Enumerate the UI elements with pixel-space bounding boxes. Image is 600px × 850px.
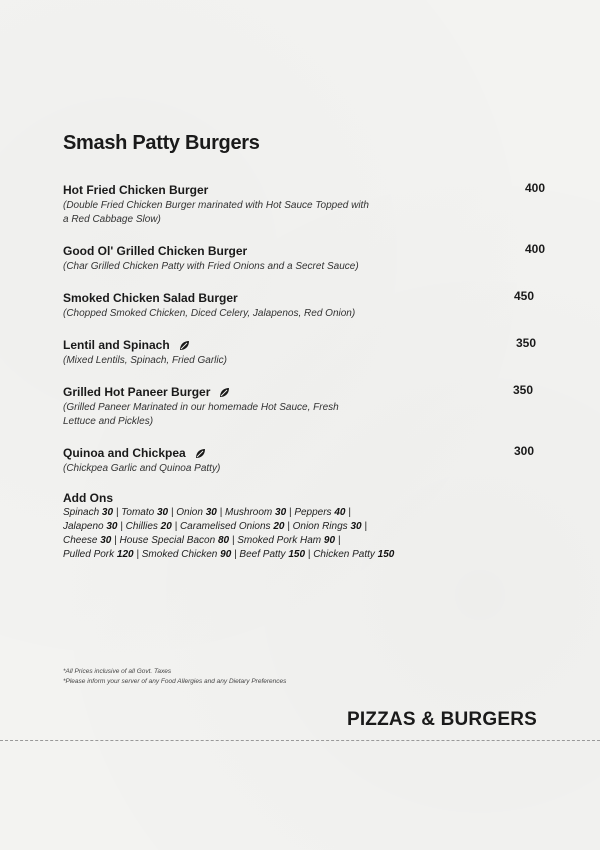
addon-price: 150 xyxy=(377,549,395,560)
addon-price: 30 xyxy=(100,535,112,546)
addon-item xyxy=(121,507,168,518)
menu-item xyxy=(63,289,539,321)
addon-price: 30 xyxy=(350,521,362,532)
addon-name: Peppers xyxy=(294,507,332,518)
addon-name: Smoked Pork Ham xyxy=(237,535,322,546)
addon-name: Mushroom xyxy=(225,507,273,518)
menu-brand-title: PIZZAS & BURGERS xyxy=(346,709,537,730)
addon-name: Tomato xyxy=(121,507,155,518)
addon-price: 80 xyxy=(217,535,230,546)
addon-price: 90 xyxy=(220,549,232,560)
addon-name: Onion Rings xyxy=(292,521,348,532)
addon-price: 30 xyxy=(205,507,217,518)
dashed-divider xyxy=(0,740,600,741)
menu-item-description: (Chickpea Garlic and Quinoa Patty) xyxy=(63,463,221,474)
addon-price: 30 xyxy=(101,507,114,518)
addon-price: 30 xyxy=(106,521,118,532)
addon-name: House Special Bacon xyxy=(119,535,216,546)
menu-items xyxy=(63,181,546,491)
menu-item-name xyxy=(63,183,208,198)
menu-item-price: 350 xyxy=(513,383,534,397)
addons-section xyxy=(63,491,403,562)
addon-item xyxy=(176,507,217,518)
addon-price: 20 xyxy=(273,521,285,532)
addon-item xyxy=(63,521,118,532)
footnote: *Please inform your server of any Food Allergies and any Dietary Preferences xyxy=(63,678,287,685)
footnote: *All Prices inclusive of all Govt. Taxes xyxy=(63,668,172,675)
menu-item-price: 400 xyxy=(525,242,546,256)
addon-name: Beef Patty xyxy=(239,549,286,560)
leaf-icon xyxy=(178,340,190,352)
addon-item xyxy=(294,507,345,518)
menu-item-price: 350 xyxy=(516,336,537,350)
leaf-icon xyxy=(218,387,230,399)
menu-item-name-text: Smoked Chicken Salad Burger xyxy=(63,291,238,305)
addon-name: Spinach xyxy=(63,507,100,518)
addon-item xyxy=(63,549,134,560)
addon-item xyxy=(63,535,111,546)
menu-item-name-text: Lentil and Spinach xyxy=(63,338,170,352)
addon-item xyxy=(120,535,230,546)
addon-item xyxy=(225,507,286,518)
menu-item-description: (Char Grilled Chicken Patty with Fried Onions and a Secret Sauce) xyxy=(63,261,359,272)
menu-item-name xyxy=(63,385,230,400)
addon-price: 90 xyxy=(323,535,336,546)
addon-price: 120 xyxy=(116,549,134,560)
addon-item xyxy=(126,521,172,532)
addon-item xyxy=(142,549,232,560)
addons-list: Spinach 30 | Tomato 30 | Onion 30 | Mushroom 30 | Peppers 40 | Jalapeno 30 | Chillies 20 | Caramelised Onions 20 | Onion Rings 30 | Cheese 30 | House Special Bacon 80 | Smoked Pork Ham 90 | Pulled Pork 120 | Smoked Chicken 90 | Beef Patty 150 | Chicken Patty 150 xyxy=(63,507,395,560)
menu-item xyxy=(63,383,539,429)
addon-item xyxy=(180,521,285,532)
addon-price: 40 xyxy=(334,507,346,518)
addon-name: Smoked Chicken xyxy=(141,549,218,560)
addon-item xyxy=(313,549,394,560)
addon-name: Pulled Pork xyxy=(63,549,115,560)
addon-name: Caramelised Onions xyxy=(179,521,271,532)
addon-name: Jalapeno xyxy=(63,521,104,532)
menu-item-name xyxy=(63,291,238,306)
menu-item xyxy=(63,242,546,274)
addon-item xyxy=(63,507,113,518)
menu-item-name xyxy=(63,446,206,461)
addon-price: 30 xyxy=(156,507,169,518)
menu-item xyxy=(63,181,546,227)
menu-item-description: (Mixed Lentils, Spinach, Fried Garlic) xyxy=(63,355,227,366)
menu-item-description: (Double Fried Chicken Burger marinated with Hot Sauce Topped with a Red Cabbage Slow) xyxy=(63,200,369,225)
addon-item xyxy=(293,521,362,532)
addons-title: Add Ons xyxy=(63,491,113,505)
addon-price: 30 xyxy=(275,507,287,518)
menu-item xyxy=(63,336,539,368)
addon-price: 150 xyxy=(288,549,306,560)
menu-item-name-text: Quinoa and Chickpea xyxy=(63,446,186,460)
menu-item-price: 300 xyxy=(514,444,535,458)
menu-item-description: (Grilled Paneer Marinated in our homemade Hot Sauce, Fresh Lettuce and Pickles) xyxy=(63,402,339,427)
menu-item-name-text: Hot Fried Chicken Burger xyxy=(63,183,209,197)
menu-item-name xyxy=(63,244,247,259)
addon-price: 20 xyxy=(160,521,172,532)
addon-name: Cheese xyxy=(63,535,98,546)
addon-name: Chicken Patty xyxy=(313,549,375,560)
menu-item xyxy=(63,444,539,476)
menu-item-price: 450 xyxy=(514,289,535,303)
menu-item-name-text: Good Ol' Grilled Chicken Burger xyxy=(63,244,248,258)
menu-item-price: 400 xyxy=(525,181,546,195)
menu-item-name-text: Grilled Hot Paneer Burger xyxy=(63,385,211,399)
menu-item-description: (Chopped Smoked Chicken, Diced Celery, Jalapenos, Red Onion) xyxy=(63,308,356,319)
addon-item xyxy=(239,549,305,560)
section-title: Smash Patty Burgers xyxy=(63,132,260,154)
leaf-icon xyxy=(194,448,206,460)
addon-name: Onion xyxy=(176,507,203,518)
menu-item-name xyxy=(63,338,190,353)
addon-name: Chillies xyxy=(125,521,158,532)
addon-item xyxy=(237,535,335,546)
footnotes xyxy=(63,667,286,687)
